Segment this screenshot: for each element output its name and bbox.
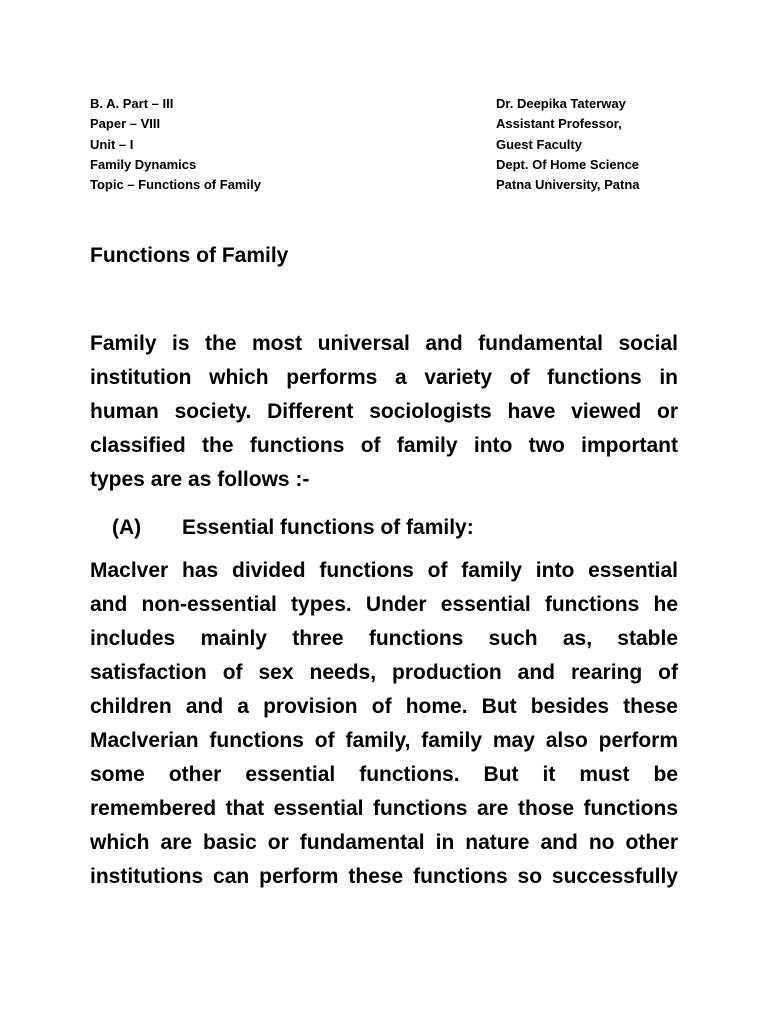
paragraph-line: Family is the most universal and fundamental social xyxy=(90,332,678,355)
header-university: Patna University, Patna xyxy=(496,177,640,193)
paragraph-line: children and a provision of home. But besides these xyxy=(90,695,678,718)
header-course-info xyxy=(90,94,420,195)
paragraph-line: Maclver has divided functions of family into essential xyxy=(90,559,678,582)
paragraph-line: classified the functions of family into two important xyxy=(90,434,678,457)
header-course-part: B. A. Part – III xyxy=(90,96,174,111)
paragraph-line: institution which performs a variety of functions in xyxy=(90,366,678,389)
header-author-role: Guest Faculty xyxy=(496,136,582,152)
header-department: Dept. Of Home Science xyxy=(496,156,640,172)
header-subject: Family Dynamics xyxy=(90,156,197,172)
paragraph-line: human society. Different sociologists have viewed or xyxy=(90,400,678,423)
paragraph-line: remembered that essential functions are those functions xyxy=(90,797,678,820)
paragraph-line: and non-essential types. Under essential functions he xyxy=(90,593,678,616)
header-paper: Paper – VIII xyxy=(90,116,161,132)
section-label: (A) xyxy=(112,516,142,539)
paragraph-line: includes mainly three functions such as, stable xyxy=(90,627,678,650)
header-topic: Topic – Functions of Family xyxy=(90,177,261,193)
header-author-title: Assistant Professor, xyxy=(496,116,622,132)
paragraph-line: institutions can perform these functions so successfully xyxy=(90,865,678,888)
intro-paragraph xyxy=(90,327,678,497)
section-title: Essential functions of family: xyxy=(182,516,474,539)
paragraph-line: satisfaction of sex needs, production and rearing of xyxy=(90,661,678,684)
page-title: Functions of Family xyxy=(90,244,289,267)
header-author-name: Dr. Deepika Taterway xyxy=(496,96,626,111)
paragraph-line: some other essential functions. But it must be xyxy=(90,763,678,786)
paragraph-line: types are as follows :- xyxy=(90,468,310,491)
section-heading xyxy=(90,511,474,545)
paragraph-line: Maclverian functions of family, family may also perform xyxy=(90,729,678,752)
header-author-info xyxy=(496,94,746,195)
header-unit: Unit – I xyxy=(90,136,134,152)
paragraph-line: which are basic or fundamental in nature and no other xyxy=(90,831,678,854)
body-paragraph xyxy=(90,554,678,894)
